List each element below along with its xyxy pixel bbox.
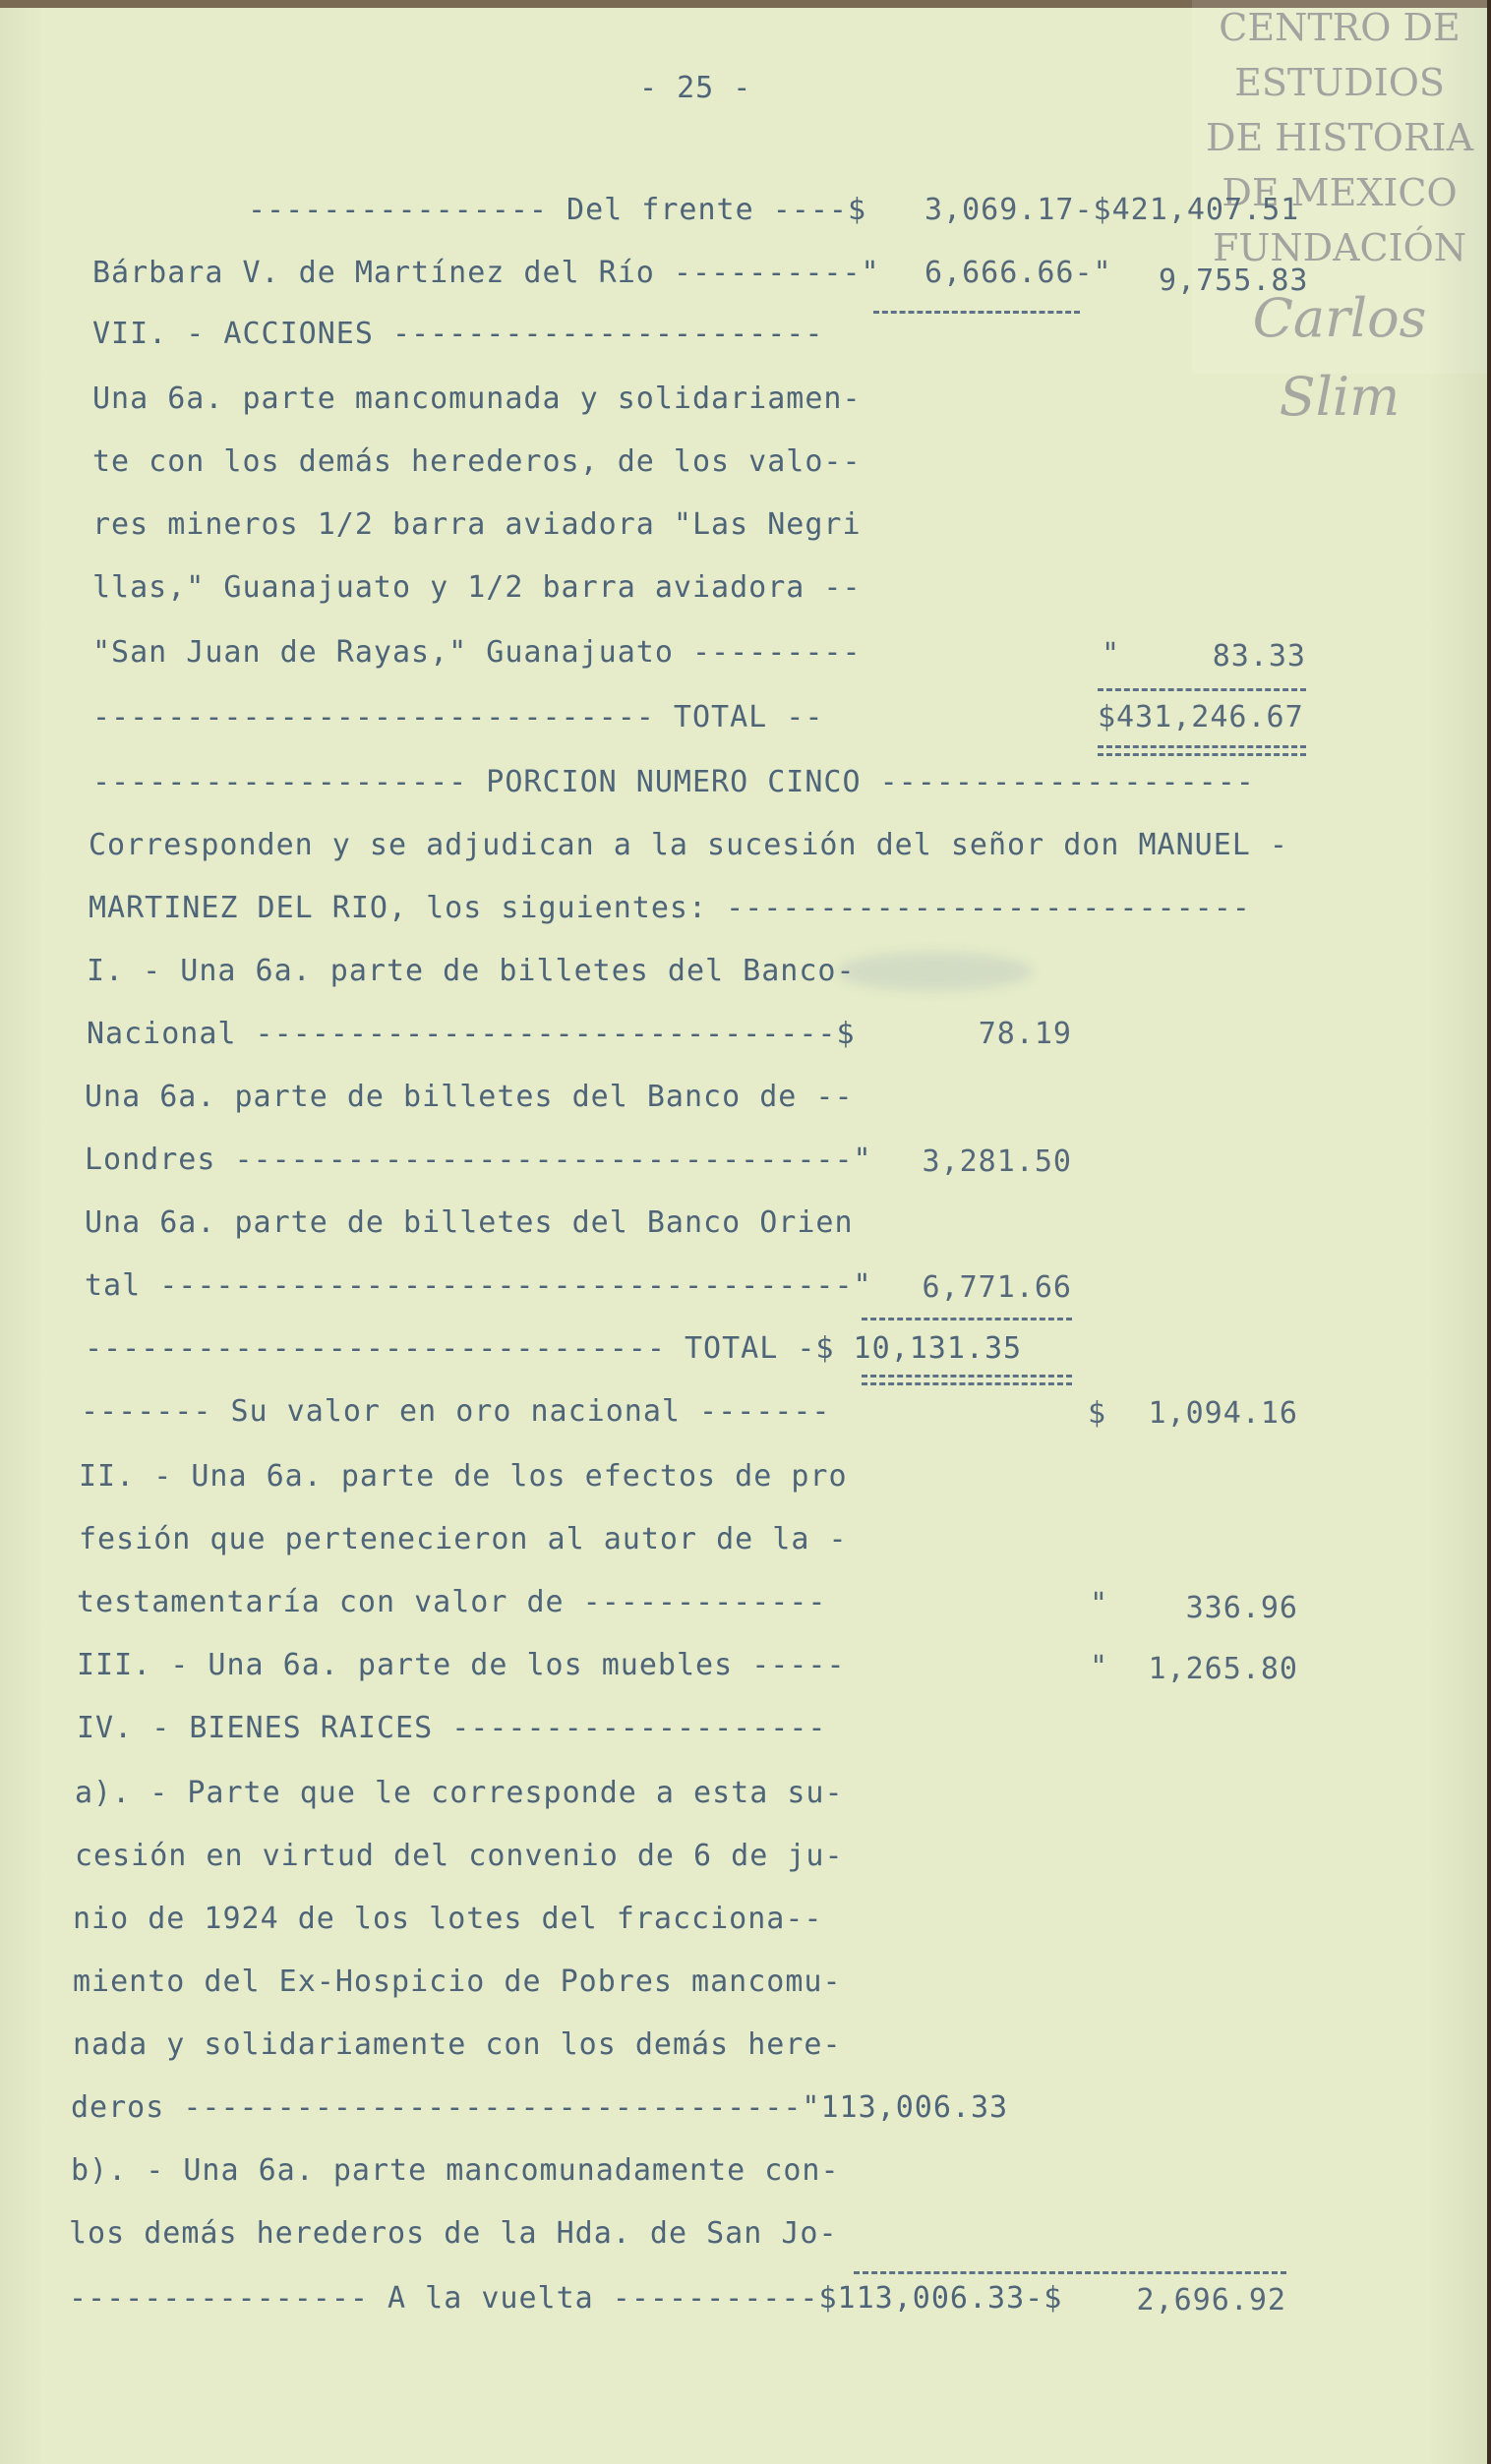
line-barbara: Bárbara V. de Martínez del Río ----------" bbox=[92, 256, 880, 290]
watermark-signature: Carlos Slim bbox=[1252, 287, 1427, 428]
body-line: te con los demás herederos, de los valo-- bbox=[92, 444, 862, 479]
item-billetes-oriental: Una 6a. parte de billetes del Banco Orien bbox=[85, 1205, 854, 1240]
muebles-value: 1,265.80 bbox=[1148, 1652, 1298, 1686]
section-porcion-cinco: -------------------- PORCION NUMERO CINCO -------------------- bbox=[92, 765, 1255, 799]
section-bienes-raices: IV. - BIENES RAICES -------------------- bbox=[77, 1711, 827, 1745]
archive-watermark bbox=[1192, 0, 1487, 428]
line-barbara-value-1: 6,666.66-" bbox=[924, 256, 1112, 290]
double-rule-top bbox=[862, 1375, 1072, 1378]
subtotal-rule bbox=[873, 311, 1080, 314]
a-la-vuelta-line: ---------------- A la vuelta -----------$113,006.33-$ bbox=[69, 2281, 1063, 2316]
grand-total-value: $431,246.67 bbox=[1098, 700, 1304, 734]
body-line: cesión en virtud del convenio de 6 de ju- bbox=[75, 1839, 844, 1873]
item-efectos: II. - Una 6a. parte de los efectos de pro bbox=[79, 1459, 848, 1494]
body-line: llas," Guanajuato y 1/2 barra aviadora -- bbox=[92, 570, 862, 605]
body-line: nada y solidariamente con los demás here- bbox=[73, 2027, 842, 2062]
line-del-frente-values: 3,069.17-$421,407.51 bbox=[924, 193, 1300, 227]
section-acciones: VII. - ACCIONES ----------------------- bbox=[92, 317, 824, 351]
line-barbara-value-2: 9,755.83 bbox=[1159, 264, 1309, 298]
oriental-value: 6,771.66 bbox=[922, 1270, 1072, 1305]
body-line: testamentaría con valor de ------------- bbox=[77, 1585, 827, 1619]
valor-oro-line: ------- Su valor en oro nacional ------- bbox=[81, 1394, 831, 1429]
body-line: res mineros 1/2 barra aviadora "Las Negri bbox=[92, 507, 862, 542]
total-rule bbox=[1098, 688, 1306, 691]
item-billetes-londres: Una 6a. parte de billetes del Banco de -- bbox=[85, 1080, 854, 1114]
watermark-line-3: DE HISTORIA bbox=[1205, 116, 1474, 159]
ditto-mark: " bbox=[1090, 1650, 1109, 1684]
londres-value: 3,281.50 bbox=[922, 1144, 1072, 1179]
item-muebles: III. - Una 6a. parte de los muebles ----- bbox=[77, 1648, 846, 1682]
body-line: Nacional -------------------------------$ bbox=[87, 1017, 856, 1051]
a-la-vuelta-value: 2,696.92 bbox=[1136, 2283, 1286, 2317]
body-line: Una 6a. parte mancomunada y solidariamen- bbox=[92, 381, 862, 416]
body-line: los demás herederos de la Hda. de San Jo- bbox=[69, 2216, 838, 2251]
double-rule-bottom bbox=[862, 1382, 1072, 1385]
item-lotes: a). - Parte que le corresponde a esta su- bbox=[75, 1776, 844, 1810]
body-line: miento del Ex-Hospicio de Pobres mancomu- bbox=[73, 1965, 842, 1999]
body-line: MARTINEZ DEL RIO, los siguientes: ---------------------------- bbox=[89, 891, 1251, 925]
acciones-value: 83.33 bbox=[1212, 639, 1306, 674]
ditto-mark: " bbox=[1090, 1587, 1109, 1621]
body-line: Londres ---------------------------------" bbox=[85, 1143, 872, 1177]
efectos-value: 336.96 bbox=[1185, 1591, 1298, 1625]
dollar-sign: $ bbox=[1088, 1396, 1107, 1431]
watermark-line-1: CENTRO DE bbox=[1219, 6, 1461, 49]
oro-value: 1,094.16 bbox=[1148, 1396, 1298, 1431]
double-rule-bottom bbox=[1098, 753, 1306, 756]
nacional-value: 78.19 bbox=[978, 1017, 1072, 1051]
billetes-total-line: ------------------------------- TOTAL -$ 10,131.35 bbox=[85, 1331, 1023, 1366]
item-billetes-nacional: I. - Una 6a. parte de billetes del Banco- bbox=[87, 954, 856, 988]
body-line: Corresponden y se adjudican a la sucesión del señor don MANUEL - bbox=[89, 828, 1288, 862]
page-number: - 25 - bbox=[639, 71, 752, 105]
body-line: fesión que pertenecieron al autor de la - bbox=[79, 1522, 848, 1556]
double-rule-top bbox=[1098, 745, 1306, 748]
ink-smudge bbox=[836, 952, 1033, 991]
watermark-line-4: DE MEXICO bbox=[1222, 171, 1458, 214]
ditto-mark: " bbox=[1102, 637, 1121, 672]
page-right-edge bbox=[1487, 0, 1491, 2464]
line-del-frente: ---------------- Del frente ----$ bbox=[248, 193, 867, 227]
lotes-value-line: deros ---------------------------------"113,006.33 bbox=[71, 2090, 1009, 2125]
body-line: tal -------------------------------------" bbox=[85, 1268, 872, 1303]
watermark-line-2: ESTUDIOS bbox=[1234, 61, 1445, 104]
subtotal-rule bbox=[862, 1318, 1072, 1320]
body-line: "San Juan de Rayas," Guanajuato --------- bbox=[92, 635, 862, 670]
watermark-line-5: FUNDACIÓN bbox=[1212, 226, 1467, 269]
total-line: ------------------------------ TOTAL -- bbox=[92, 700, 824, 734]
item-hacienda: b). - Una 6a. parte mancomunadamente con- bbox=[71, 2153, 840, 2188]
body-line: nio de 1924 de los lotes del fracciona-- bbox=[73, 1902, 823, 1936]
carry-rule bbox=[854, 2271, 1286, 2274]
